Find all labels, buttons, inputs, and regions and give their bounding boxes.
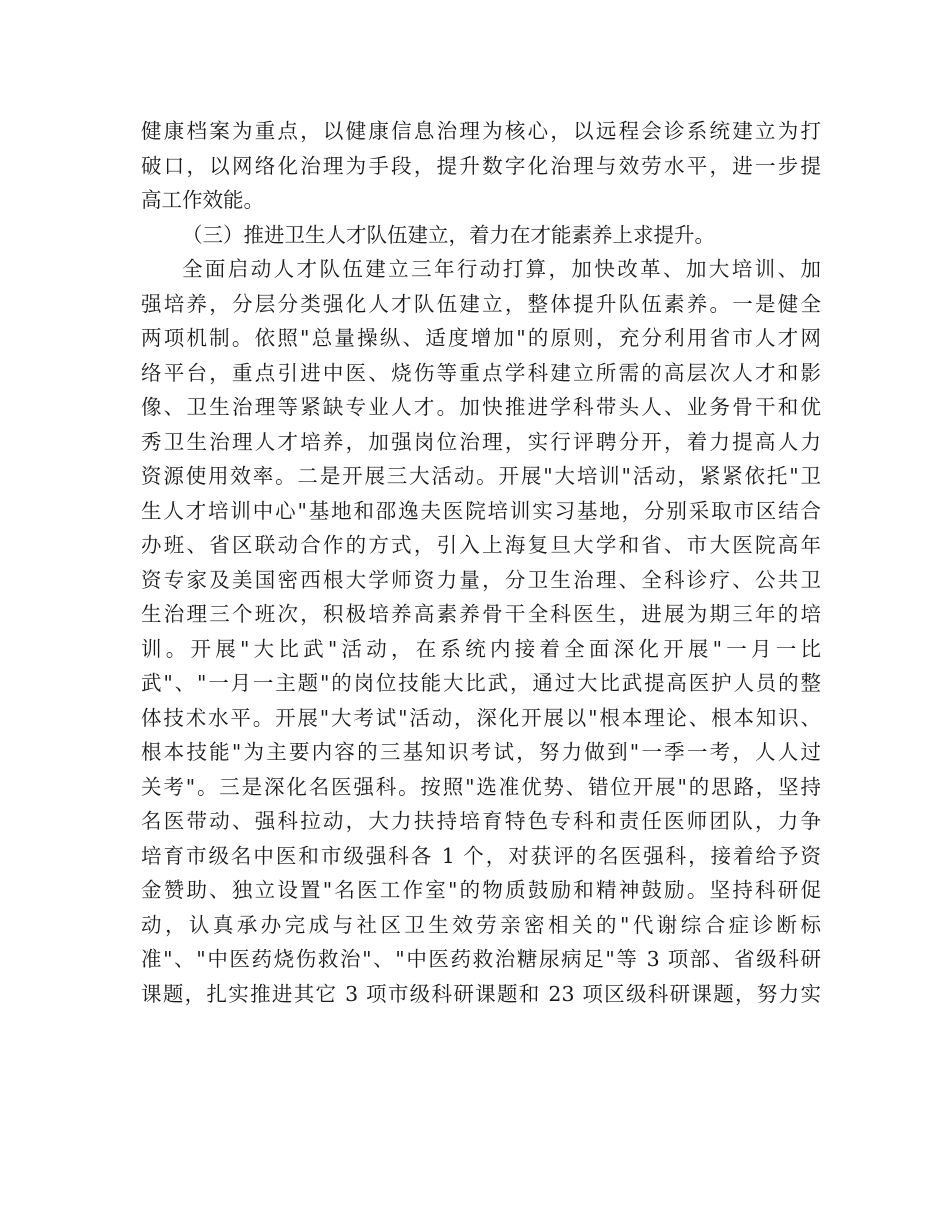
text-line: 资专家及美国密西根大学师资力量，分卫生治理、全科诊疗、公共卫: [141, 567, 821, 592]
text-line: 体技术水平。开展"大考试"活动，深化开展以"根本理论、根本知识、: [141, 705, 821, 730]
text-line: 准"、"中医药烧伤救治"、"中医药救治糖尿病足"等 3 项部、省级科研: [141, 947, 821, 971]
text-line: 课题，扎实推进其它 3 项市级科研课题和 23 项区级科研课题，努力实: [141, 981, 821, 1006]
text-line: 破口，以网络化治理为手段，提升数字化治理与效劳水平，进一步提: [141, 153, 821, 178]
text-line: 培育市级名中医和市级强科各 1 个，对获评的名医强科，接着给予资: [141, 843, 821, 868]
text-line: 生人才培训中心"基地和邵逸夫医院培训实习基地，分别采取市区结合: [141, 498, 821, 523]
text-line: 两项机制。依照"总量操纵、适度增加"的原则，充分利用省市人才网: [141, 326, 821, 350]
text-line: 动，认真承办完成与社区卫生效劳亲密相关的"代谢综合症诊断标: [141, 912, 821, 937]
text-line: 资源使用效率。二是开展三大活动。开展"大培训"活动，紧紧依托"卫: [141, 464, 821, 488]
text-line: 训。开展"大比武"活动，在系统内接着全面深化开展"一月一比: [141, 636, 821, 661]
text-line: 强培养，分层分类强化人才队伍建立，整体提升队伍素养。一是健全: [141, 291, 821, 316]
text-line: 全面启动人才队伍建立三年行动打算，加快改革、加大培训、加: [182, 257, 821, 281]
text-line: 金赞助、独立设置"名医工作室"的物质鼓励和精神鼓励。坚持科研促: [141, 878, 821, 902]
text-line: 生治理三个班次，积极培养高素养骨干全科医生，进展为期三年的培: [141, 602, 821, 626]
text-line: 络平台，重点引进中医、烧伤等重点学科建立所需的高层次人才和影: [141, 360, 821, 385]
body-text: [141, 114, 821, 1011]
text-line: 健康档案为重点，以健康信息治理为核心，以远程会诊系统建立为打: [141, 119, 821, 143]
text-line: 秀卫生治理人才培养，加强岗位治理，实行评聘分开，着力提高人力: [141, 429, 821, 454]
text-line: 名医带动、强科拉动，大力扶持培育特色专科和责任医师团队，力争: [141, 809, 821, 833]
text-line: 像、卫生治理等紧缺专业人才。加快推进学科带头人、业务骨干和优: [141, 395, 821, 419]
text-line: 根本技能"为主要内容的三基知识考试，努力做到"一季一考，人人过: [141, 740, 821, 764]
text-line: 关考"。三是深化名医强科。按照"选准优势、错位开展"的思路，坚持: [141, 774, 821, 799]
section-heading: （三）推进卫生人才队伍建立，着力在才能素养上求提升。: [182, 222, 715, 247]
text-line: 办班、省区联动合作的方式，引入上海复旦大学和省、市大医院高年: [141, 533, 821, 557]
text-line: 武"、"一月一主题"的岗位技能大比武，通过大比武提高医护人员的整: [141, 671, 821, 695]
text-line: 高工作效能。: [141, 188, 264, 212]
